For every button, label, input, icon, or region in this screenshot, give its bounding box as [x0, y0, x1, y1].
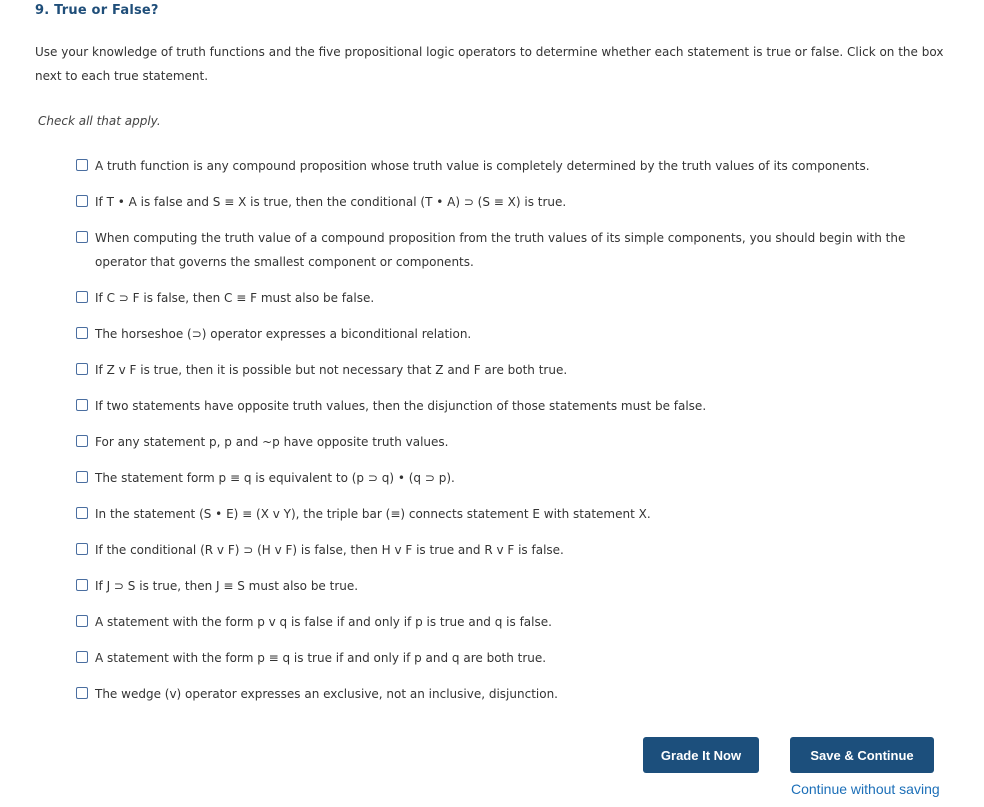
option-item[interactable] — [76, 226, 946, 274]
option-text: For any statement p, p and ~p have opposite truth values. — [95, 435, 449, 449]
option-checkbox[interactable] — [76, 399, 88, 411]
option-item[interactable] — [76, 646, 946, 670]
option-text: If the conditional (R v F) ⊃ (H v F) is false, then H v F is true and R v F is false. — [95, 543, 564, 557]
option-item[interactable] — [76, 682, 946, 706]
option-checkbox[interactable] — [76, 615, 88, 627]
option-checkbox[interactable] — [76, 195, 88, 207]
instructions-text: Use your knowledge of truth functions and the five propositional logic operators to determine whether each statement is true or false. Click on the box next to each true statement. — [35, 45, 944, 83]
option-checkbox[interactable] — [76, 363, 88, 375]
options-list — [76, 154, 946, 718]
option-text: If J ⊃ S is true, then J ≡ S must also be true. — [95, 579, 359, 593]
option-checkbox[interactable] — [76, 543, 88, 555]
option-text: When computing the truth value of a compound proposition from the truth values of its simple components, you should begin with the operator that governs the smallest component or components. — [95, 231, 906, 269]
option-item[interactable] — [76, 502, 946, 526]
option-text: The horseshoe (⊃) operator expresses a biconditional relation. — [95, 327, 472, 341]
option-item[interactable] — [76, 286, 946, 310]
option-item[interactable] — [76, 358, 946, 382]
option-text: If C ⊃ F is false, then C ≡ F must also be false. — [95, 291, 375, 305]
option-item[interactable] — [76, 154, 946, 178]
option-text: A statement with the form p ≡ q is true if and only if p and q are both true. — [95, 651, 547, 665]
save-and-continue-button[interactable]: Save & Continue — [790, 737, 934, 773]
option-item[interactable] — [76, 322, 946, 346]
option-item[interactable] — [76, 538, 946, 562]
option-text: If T • A is false and S ≡ X is true, then the conditional (T • A) ⊃ (S ≡ X) is true. — [95, 195, 567, 209]
grade-it-now-button[interactable]: Grade It Now — [643, 737, 759, 773]
continue-without-saving-link[interactable]: Continue without saving — [791, 781, 940, 797]
option-checkbox[interactable] — [76, 291, 88, 303]
option-text: A statement with the form p v q is false if and only if p is true and q is false. — [95, 615, 552, 629]
option-checkbox[interactable] — [76, 687, 88, 699]
option-item[interactable] — [76, 190, 946, 214]
option-item[interactable] — [76, 466, 946, 490]
option-item[interactable] — [76, 574, 946, 598]
check-all-label: Check all that apply. — [38, 114, 161, 128]
option-text: The wedge (v) operator expresses an exclusive, not an inclusive, disjunction. — [95, 687, 558, 701]
option-checkbox[interactable] — [76, 327, 88, 339]
option-text: If Z v F is true, then it is possible but not necessary that Z and F are both true. — [95, 363, 568, 377]
question-title: 9. True or False? — [35, 3, 159, 18]
option-checkbox[interactable] — [76, 231, 88, 243]
option-item[interactable] — [76, 430, 946, 454]
option-checkbox[interactable] — [76, 651, 88, 663]
option-text: The statement form p ≡ q is equivalent to (p ⊃ q) • (q ⊃ p). — [95, 471, 455, 485]
option-checkbox[interactable] — [76, 159, 88, 171]
option-text: If two statements have opposite truth values, then the disjunction of those statements must be false. — [95, 399, 707, 413]
option-checkbox[interactable] — [76, 435, 88, 447]
option-checkbox[interactable] — [76, 579, 88, 591]
option-text: A truth function is any compound proposition whose truth value is completely determined by the truth values of its components. — [95, 159, 870, 173]
option-checkbox[interactable] — [76, 507, 88, 519]
option-checkbox[interactable] — [76, 471, 88, 483]
option-item[interactable] — [76, 610, 946, 634]
option-item[interactable] — [76, 394, 946, 418]
option-text: In the statement (S • E) ≡ (X v Y), the triple bar (≡) connects statement E with statement X. — [95, 507, 651, 521]
